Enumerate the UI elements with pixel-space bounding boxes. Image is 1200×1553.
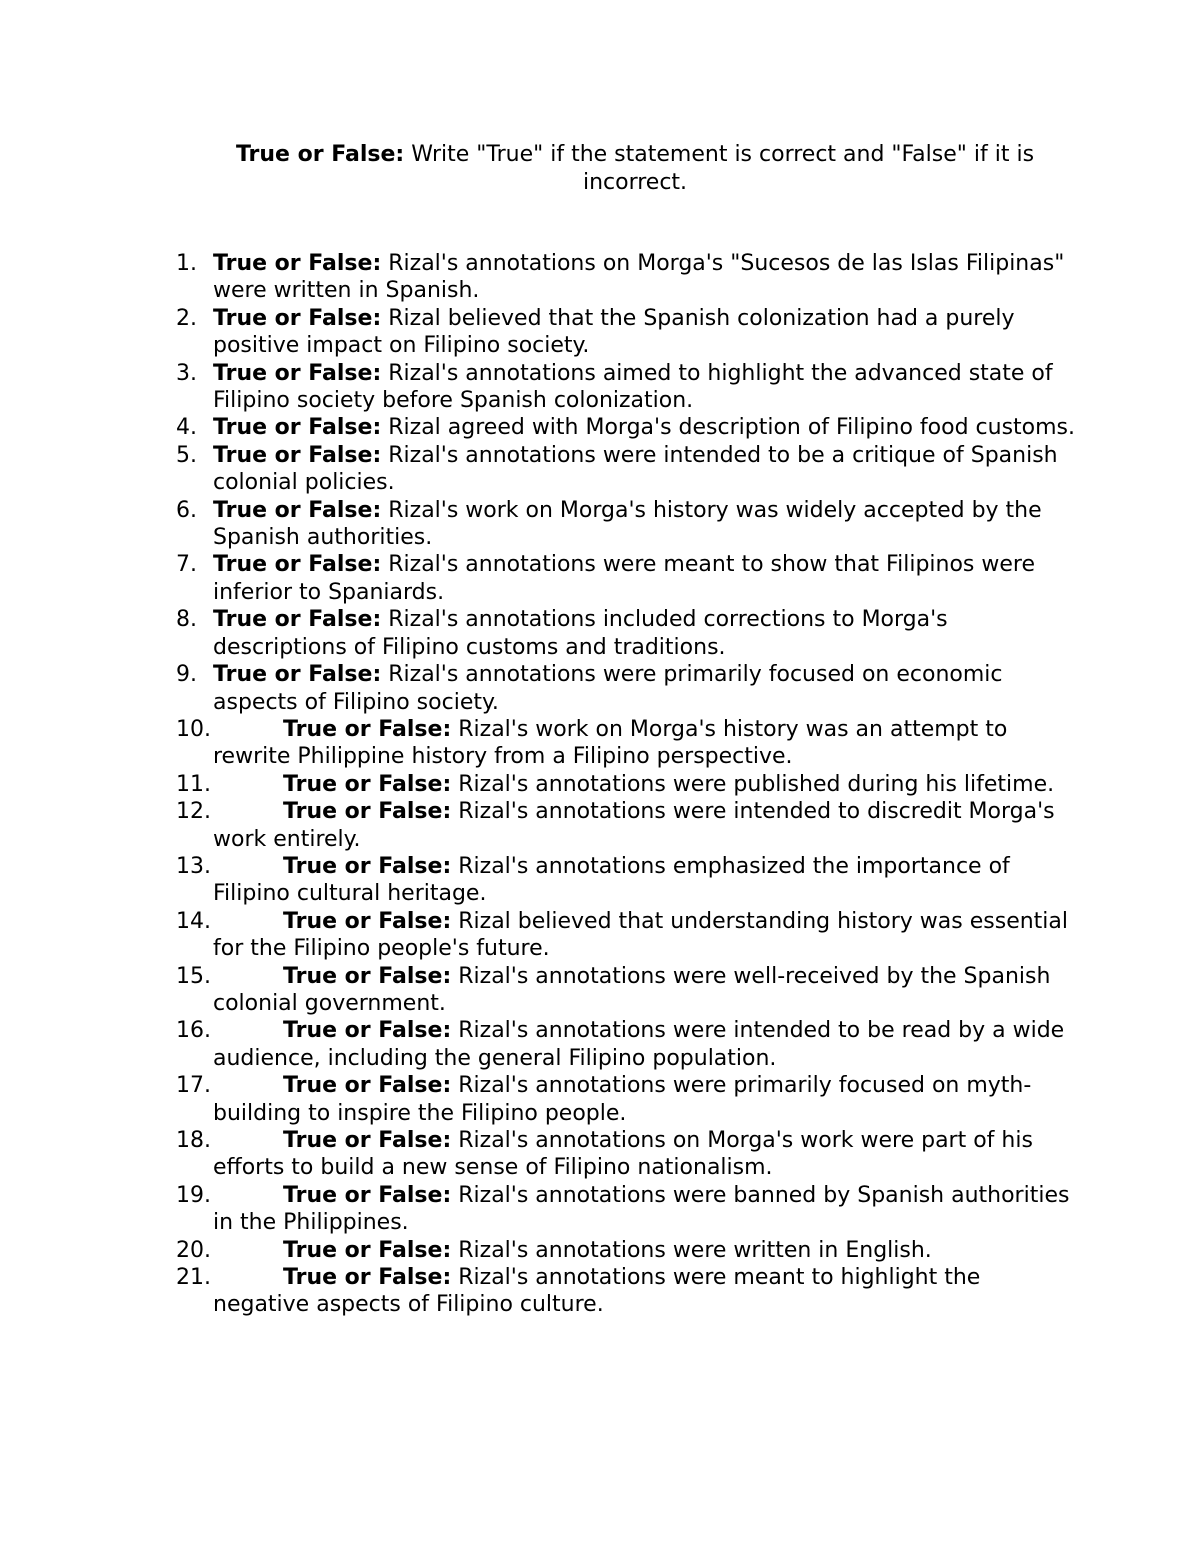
question-item <box>176 497 1076 552</box>
question-lead: True or False: <box>213 442 382 468</box>
question-item <box>176 798 1076 853</box>
question-item <box>176 963 1076 1018</box>
question-number: 19. <box>176 1182 211 1208</box>
question-item <box>176 606 1076 661</box>
question-number: 13. <box>176 853 211 879</box>
question-lead: True or False: <box>283 1018 452 1044</box>
question-item <box>176 771 1076 798</box>
question-lead: True or False: <box>213 305 382 331</box>
question-lead: True or False: <box>283 853 452 879</box>
question-lead: True or False: <box>213 497 382 523</box>
question-number: 1. <box>176 251 197 276</box>
instructions-text: Write "True" if the statement is correct and "False" if it is incorrect. <box>404 142 1035 195</box>
question-text: Rizal's annotations were well-received by the Spanish colonial government. <box>213 963 1051 1016</box>
question-number: 5. <box>176 442 197 468</box>
question-number: 7. <box>176 552 197 578</box>
question-lead: True or False: <box>213 552 382 578</box>
question-text: Rizal's annotations on Morga's "Sucesos de las Islas Filipinas" were written in Spanish. <box>213 251 1065 304</box>
question-text: Rizal's annotations were intended to be a critique of Spanish colonial policies. <box>213 442 1058 496</box>
question-text: Rizal's annotations were primarily focused on economic aspects of Filipino society. <box>213 662 1003 715</box>
question-item <box>176 908 1076 963</box>
question-body <box>213 908 1076 963</box>
question-lead: True or False: <box>213 360 382 386</box>
question-number: 14. <box>176 908 211 934</box>
question-body <box>213 497 1076 552</box>
question-lead: True or False: <box>213 662 382 688</box>
question-item <box>176 1017 1076 1072</box>
question-body <box>213 853 1076 908</box>
question-number: 21. <box>176 1265 211 1291</box>
question-body <box>213 716 1076 771</box>
question-body <box>213 442 1076 497</box>
question-item <box>176 551 1076 606</box>
question-text: Rizal's annotations included corrections to Morga's descriptions of Filipino customs and traditions. <box>213 607 948 660</box>
question-text: Rizal's annotations were intended to be read by a wide audience, including the general Filipino population. <box>213 1018 1065 1071</box>
question-body <box>213 1264 1076 1319</box>
question-item <box>176 1237 1076 1264</box>
question-item <box>176 414 1076 441</box>
question-number: 9. <box>176 662 197 688</box>
question-lead: True or False: <box>213 607 382 633</box>
question-text: Rizal's work on Morga's history was widely accepted by the Spanish authorities. <box>213 497 1042 551</box>
question-body <box>213 606 1076 661</box>
question-number: 10. <box>176 716 211 742</box>
question-item <box>176 1264 1076 1319</box>
question-lead: True or False: <box>283 1128 452 1153</box>
question-lead: True or False: <box>283 1182 452 1208</box>
question-body <box>213 1237 1076 1264</box>
question-number: 17. <box>176 1073 211 1099</box>
question-item <box>176 305 1076 360</box>
question-text: Rizal's annotations on Morga's work were part of his efforts to build a new sense of Filipino nationalism. <box>213 1128 1033 1181</box>
question-item <box>176 360 1076 415</box>
question-body <box>213 305 1076 360</box>
question-item <box>176 442 1076 497</box>
question-text: Rizal's annotations emphasized the importance of Filipino cultural heritage. <box>213 853 1010 907</box>
question-number: 18. <box>176 1128 211 1153</box>
question-item <box>176 661 1076 716</box>
question-lead: True or False: <box>213 415 382 441</box>
question-body <box>213 360 1076 415</box>
question-text: Rizal's work on Morga's history was an attempt to rewrite Philippine history from a Filipino perspective. <box>213 716 1008 770</box>
question-number: 12. <box>176 799 211 825</box>
question-item <box>176 853 1076 908</box>
question-body <box>213 798 1076 853</box>
question-body <box>213 1072 1076 1127</box>
question-lead: True or False: <box>283 963 452 989</box>
question-number: 2. <box>176 305 197 331</box>
question-text: Rizal agreed with Morga's description of Filipino food customs. <box>381 415 1076 441</box>
question-number: 3. <box>176 360 197 386</box>
question-number: 16. <box>176 1018 211 1044</box>
question-lead: True or False: <box>283 771 452 797</box>
instructions-heading <box>200 141 1070 197</box>
question-text: Rizal's annotations were published during his lifetime. <box>451 771 1055 797</box>
question-lead: True or False: <box>283 1265 452 1291</box>
question-number: 6. <box>176 497 197 523</box>
question-item <box>176 1182 1076 1237</box>
question-lead: True or False: <box>283 716 452 742</box>
question-item <box>176 1072 1076 1127</box>
question-body <box>213 551 1076 606</box>
question-text: Rizal's annotations were written in English. <box>451 1237 932 1263</box>
question-lead: True or False: <box>213 251 382 276</box>
question-text: Rizal's annotations were intended to discredit Morga's work entirely. <box>213 799 1055 852</box>
question-text: Rizal believed that understanding history was essential for the Filipino people's future. <box>213 908 1069 962</box>
question-list <box>176 250 1076 1319</box>
question-number: 15. <box>176 963 211 989</box>
question-body <box>213 1017 1076 1072</box>
question-lead: True or False: <box>283 799 452 825</box>
question-number: 4. <box>176 415 197 441</box>
question-body <box>213 1182 1076 1237</box>
question-lead: True or False: <box>283 1237 452 1263</box>
question-text: Rizal's annotations were meant to highlight the negative aspects of Filipino culture. <box>213 1265 981 1318</box>
question-body <box>213 963 1076 1018</box>
question-item <box>176 250 1076 305</box>
question-item <box>176 716 1076 771</box>
question-text: Rizal believed that the Spanish colonization had a purely positive impact on Filipino society. <box>213 305 1015 359</box>
question-body <box>213 414 1076 441</box>
question-number: 11. <box>176 771 211 797</box>
instructions-lead: True or False: <box>235 142 405 167</box>
question-lead: True or False: <box>283 1073 452 1099</box>
question-text: Rizal's annotations were meant to show that Filipinos were inferior to Spaniards. <box>213 552 1035 605</box>
question-body <box>213 771 1076 798</box>
question-body <box>213 250 1076 305</box>
question-number: 20. <box>176 1237 211 1263</box>
question-number: 8. <box>176 607 197 633</box>
question-lead: True or False: <box>283 908 452 934</box>
question-body <box>213 661 1076 716</box>
question-body <box>213 1127 1076 1182</box>
question-text: Rizal's annotations were primarily focused on myth-building to inspire the Filipino people. <box>213 1073 1032 1126</box>
question-item <box>176 1127 1076 1182</box>
question-text: Rizal's annotations aimed to highlight the advanced state of Filipino society before Spanish colonization. <box>213 360 1053 414</box>
question-text: Rizal's annotations were banned by Spanish authorities in the Philippines. <box>213 1182 1070 1236</box>
